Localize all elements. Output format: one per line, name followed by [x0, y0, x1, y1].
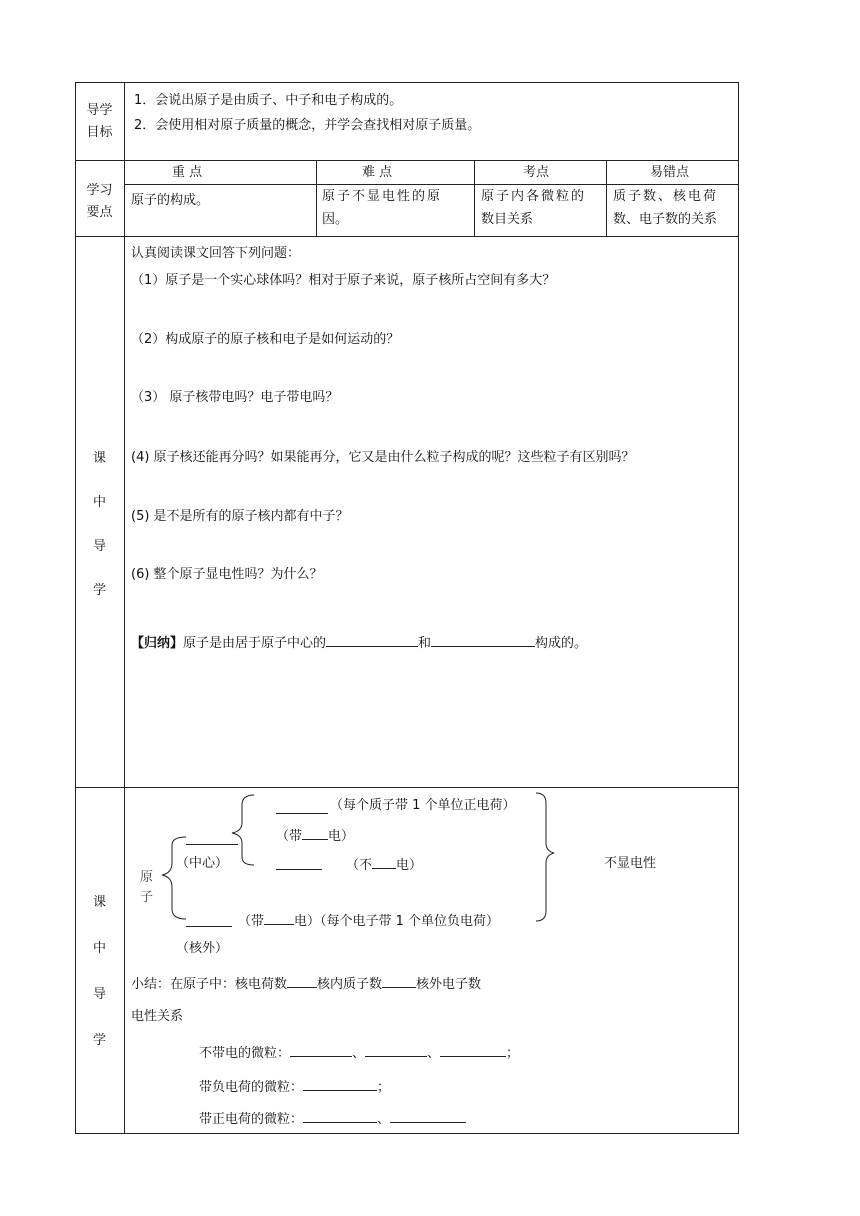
question-6: (6) 整个原子显电性吗？为什么？	[131, 567, 323, 582]
section3-label-char1: 课	[92, 451, 106, 466]
charge-relation-heading: 电性关系	[131, 1009, 184, 1024]
section1-label-line1: 导学	[86, 103, 113, 118]
section2-label-line1: 学习	[86, 183, 113, 198]
blank-electron[interactable]	[186, 914, 232, 927]
blank-proton[interactable]	[276, 801, 328, 814]
section2-label	[75, 180, 124, 224]
cell-error-line1: 质子数、核电荷	[613, 189, 719, 204]
section3-label-char2: 中	[92, 495, 106, 510]
cell-error-line2: 数、电子数的关系	[613, 212, 718, 227]
positive-sep: 、	[377, 1112, 391, 1127]
uncharged-particles	[199, 1044, 519, 1062]
center-label: （中心）	[176, 856, 229, 871]
proton-note: （每个质子带 1 个单位正电荷）	[330, 798, 516, 813]
cell-difficulty-line2: 因。	[322, 212, 349, 227]
blank-negative[interactable]	[303, 1078, 377, 1091]
electron-charge-a: （带	[238, 914, 265, 929]
header-difficulty: 难 点	[362, 165, 393, 180]
summary-line	[131, 634, 587, 652]
blank-relation-1[interactable]	[287, 975, 317, 988]
uncharged-end: ；	[506, 1046, 520, 1061]
blank-nucleus[interactable]	[326, 634, 418, 647]
blank-positive-1[interactable]	[303, 1110, 377, 1123]
neutron-charge	[346, 856, 422, 874]
negative-particles	[199, 1078, 390, 1096]
reading-intro: 认真阅读课文回答下列问题：	[131, 246, 301, 261]
section4-label-char2: 中	[92, 941, 106, 956]
uncharged-label: 不带电的微粒：	[199, 1046, 291, 1061]
blank-positive-2[interactable]	[390, 1110, 466, 1123]
proton-charge-b: 电）	[328, 829, 355, 844]
blank-neutron[interactable]	[276, 857, 322, 870]
section4-label-char3: 导	[92, 987, 106, 1002]
section4-label-char4: 学	[92, 1033, 106, 1048]
section3-label-char4: 学	[92, 583, 106, 598]
atom-label-char2: 子	[140, 890, 154, 906]
cell-exam-line1: 原子内各微粒的	[481, 189, 587, 204]
question-1: （1）原子是一个实心球体吗？相对于原子来说，原子核所占空间有多大？	[131, 273, 556, 288]
question-5: (5) 是不是所有的原子核内都有中子？	[131, 509, 349, 524]
negative-label: 带负电荷的微粒：	[199, 1080, 304, 1095]
neutron-charge-a: （不	[346, 858, 373, 873]
summary-text-1: 小结：在原子中：核电荷数	[131, 977, 288, 992]
outside-label: （核外）	[176, 941, 229, 956]
neutral-label: 不显电性	[604, 856, 657, 871]
section4-label	[75, 880, 124, 1064]
header-exam-point: 考点	[523, 165, 550, 180]
summary-text-a: 原子是由居于原子中心的	[183, 636, 327, 651]
uncharged-sep-2: 、	[427, 1046, 441, 1061]
summary-text-b: 和	[418, 636, 432, 651]
summary-relation	[131, 975, 481, 993]
question-2: （2）构成原子的原子核和电子是如何运动的？	[131, 332, 400, 347]
blank-neutron-charge[interactable]	[372, 856, 396, 869]
goal-1: 1．会说出原子是由质子、中子和电子构成的。	[134, 93, 403, 108]
blank-nucleus-name[interactable]	[186, 832, 238, 845]
cell-difficulty-line1: 原子不显电性的原	[322, 189, 443, 204]
section3-label-char3: 导	[92, 539, 106, 554]
neutron-charge-b: 电）	[396, 858, 423, 873]
section1-label	[75, 100, 124, 144]
section4-label-char1: 课	[92, 895, 106, 910]
positive-particles	[199, 1110, 466, 1128]
atom-label	[140, 868, 153, 908]
question-4: (4) 原子核还能再分吗？如果能再分，它又是由什么粒子构成的呢？这些粒子有区别吗？	[131, 450, 635, 465]
atom-label-char1: 原	[140, 870, 154, 885]
summary-text-3: 核外电子数	[416, 977, 482, 992]
section2-label-line2: 要点	[86, 205, 113, 221]
cell-key-point: 原子的构成。	[131, 193, 210, 208]
summary-prefix: 【归纳】	[131, 636, 184, 651]
blank-uncharged-3[interactable]	[440, 1044, 506, 1057]
section3-label	[75, 437, 124, 613]
section1-label-line2: 目标	[86, 125, 113, 141]
header-error-point: 易错点	[650, 165, 690, 180]
summary-text-c: 构成的。	[535, 636, 588, 651]
blank-electron-charge[interactable]	[264, 912, 294, 925]
blank-uncharged-1[interactable]	[290, 1044, 352, 1057]
blank-proton-charge[interactable]	[302, 827, 328, 840]
positive-label: 带正电荷的微粒：	[199, 1112, 304, 1127]
electron-charge-b: 电）（每个电子带 1 个单位负电荷）	[294, 914, 500, 929]
negative-end: ；	[377, 1080, 391, 1095]
blank-uncharged-2[interactable]	[365, 1044, 427, 1057]
blank-relation-2[interactable]	[382, 975, 416, 988]
uncharged-sep-1: 、	[352, 1046, 366, 1061]
blank-electrons[interactable]	[431, 634, 535, 647]
proton-charge	[276, 827, 354, 845]
question-3: （3） 原子核带电吗？电子带电吗？	[131, 390, 339, 405]
header-key-point: 重 点	[172, 165, 203, 180]
electron-charge	[238, 912, 499, 930]
goal-2: 2．会使用相对原子质量的概念，并学会查找相对原子质量。	[134, 118, 481, 133]
summary-text-2: 核内质子数	[317, 977, 383, 992]
cell-exam-line2: 数目关系	[481, 212, 534, 227]
proton-charge-a: （带	[276, 829, 303, 844]
